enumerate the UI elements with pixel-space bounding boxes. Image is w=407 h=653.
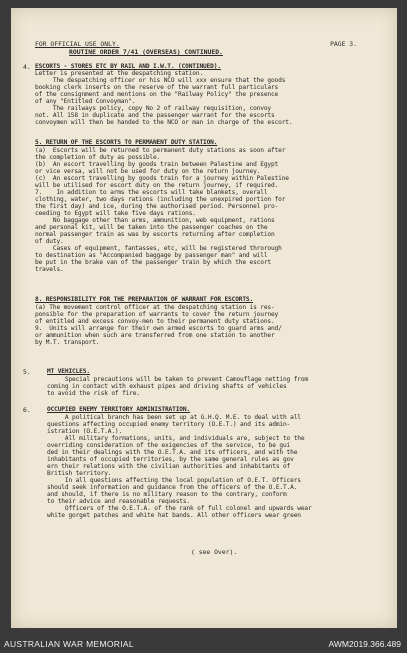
text-line: will be utilised for escort duty on the return journey, if required. bbox=[35, 182, 279, 189]
text-line: to avoid the risk of fire. bbox=[47, 390, 140, 397]
text-line: ded in their dealings with the O.E.T.A. and its officers, and with the bbox=[47, 449, 298, 456]
reference-number: AWM2019.366.489 bbox=[328, 639, 401, 649]
section-number: 6. bbox=[23, 406, 31, 414]
text-line: ceeding to Egypt will take five days rations. bbox=[35, 210, 196, 217]
text-line: of entitled and excess convoy-men to their permanent duty stations. bbox=[35, 318, 275, 325]
text-line: A political branch has been set up at G.H.Q. M.E. to deal with all bbox=[47, 414, 301, 421]
section-heading: OCCUPIED ENEMY TERRITORY ADMINISTRATION. bbox=[47, 406, 191, 413]
text-line: to their advice and reasonable requests. bbox=[47, 498, 191, 505]
text-line: of any "Entitled Convoyman". bbox=[35, 98, 136, 105]
classification-label: FOR OFFICIAL USE ONLY. bbox=[35, 40, 120, 48]
text-line: booking clerk inserts on the reserve of the warrant full particulars bbox=[35, 84, 279, 91]
text-line: clothing, water, two days rations (including the unexpired portion for bbox=[35, 196, 286, 203]
text-line: Letter is presented at the despatching station. bbox=[35, 70, 204, 77]
text-line: travels. bbox=[35, 266, 64, 273]
text-line: convoymen will then be handed to the NCO or man in charge of the escort. bbox=[35, 119, 293, 126]
text-line: white gorget patches and white hat bands. All other officers wear green bbox=[47, 512, 301, 519]
text-line: by M.T. transport. bbox=[35, 339, 100, 346]
text-line: Special precautions will be taken to prevent Camouflage netting from bbox=[47, 376, 308, 383]
text-line: and should, if there is no military reason to the contrary, conform bbox=[47, 491, 287, 498]
section-heading: ESCORTS - STORES ETC BY RAIL AND I.W.T. (CONTINUED). bbox=[35, 63, 221, 70]
section-number: 5. bbox=[23, 368, 31, 376]
text-line: (b) An escort travelling by goods train between Palestine and Egypt bbox=[35, 161, 279, 168]
text-line: or vice versa, will not be used for duty on the return journey. bbox=[35, 168, 261, 175]
archive-footer bbox=[0, 637, 407, 653]
text-line: be put in the brake van of the passenger train by which the escort bbox=[35, 259, 271, 266]
text-line: or ammunition when such are transferred from one station to another bbox=[35, 332, 275, 339]
text-line: of the consignment and mentions on the "Railway Policy" the presence bbox=[35, 91, 279, 98]
see-over-note: ( see Over). bbox=[191, 548, 238, 556]
section-heading: 8. RESPONSIBILITY FOR THE PREPARATION OF WARRANT FOR ESCORTS. bbox=[35, 296, 254, 303]
text-line: 7. In addition to arms the escorts will take blankets, overall bbox=[35, 189, 268, 196]
section-heading: MT VEHICLES. bbox=[47, 368, 90, 375]
text-line: Officers of the O.E.T.A. of the rank of full colonel and upwards wear bbox=[47, 505, 312, 512]
document-title: ROUTINE ORDER 7/41 (OVERSEAS) CONTINUED. bbox=[69, 48, 223, 56]
section-number: 4. bbox=[23, 63, 31, 71]
text-line: In all questions affecting the local population of O.E.T. Officers bbox=[47, 477, 301, 484]
text-line: coming in contact with exhaust pipes and driving shafts of vehicles bbox=[47, 383, 287, 390]
text-line: British territory. bbox=[47, 470, 112, 477]
text-line: ern their relations with the civilian authorities and inhabitants of bbox=[47, 463, 291, 470]
text-line: of duty. bbox=[35, 238, 64, 245]
page-number: PAGE 3. bbox=[330, 40, 357, 48]
text-line: (a) Escorts will be returned to permanent duty stations as soon after bbox=[35, 147, 286, 154]
document-page bbox=[11, 8, 397, 628]
text-line: Cases of equipment, fantasses, etc, will be registered throrough bbox=[35, 245, 282, 252]
text-line: All military formations, units, and individuals are, subject to the bbox=[47, 435, 305, 442]
text-line: The railways policy, copy No 2 of railway requisition, convoy bbox=[35, 105, 271, 112]
text-line: ponsible for the preparation of warrants to cover the return journey bbox=[35, 311, 279, 318]
text-line: to destination as "Accompanied baggage by passenger man" and will bbox=[35, 252, 268, 259]
text-line: the completion of duty as possible. bbox=[35, 154, 161, 161]
section-heading: 5. RETURN OF THE ESCORTS TO PERMANENT DUTY STATION. bbox=[35, 139, 218, 146]
institution-label: AUSTRALIAN WAR MEMORIAL bbox=[4, 639, 134, 649]
text-line: normal passenger train as was by escorts returning after completion bbox=[35, 231, 275, 238]
text-line: istration (O.E.T.A.). bbox=[47, 428, 123, 435]
text-line: not. All 158 in duplicate and the passenger warrant for the escorts bbox=[35, 112, 275, 119]
text-line: the first day) and ice, during the authorised period. Personnel pro- bbox=[35, 203, 279, 210]
text-line: questions affecting occupied enemy territory (O.E.T.) and its admin- bbox=[47, 421, 291, 428]
text-line: No baggage other than arms, ammunition, web equipment, rations bbox=[35, 217, 275, 224]
text-line: and personal kit, will be taken into the passenger coaches on the bbox=[35, 224, 268, 231]
text-line: The despatching officer or his NCO will xxx ensure that the goods bbox=[35, 77, 286, 84]
text-line: overriding consideration of the exigencies of the service, to be gui bbox=[47, 442, 291, 449]
text-line: inhabitants of occupied territories, by the same general rules as gov bbox=[47, 456, 294, 463]
text-line: 9. Units will arrange for their own armed escorts to guard arms and/ bbox=[35, 325, 282, 332]
text-line: should seek information and guidance from the officers of the O.E.T.A. bbox=[47, 484, 298, 491]
text-line: (a) The movement control officer at the despatching station is res- bbox=[35, 304, 275, 311]
text-line: (c) An escort travelling by goods train for a journey within Palestine bbox=[35, 175, 289, 182]
